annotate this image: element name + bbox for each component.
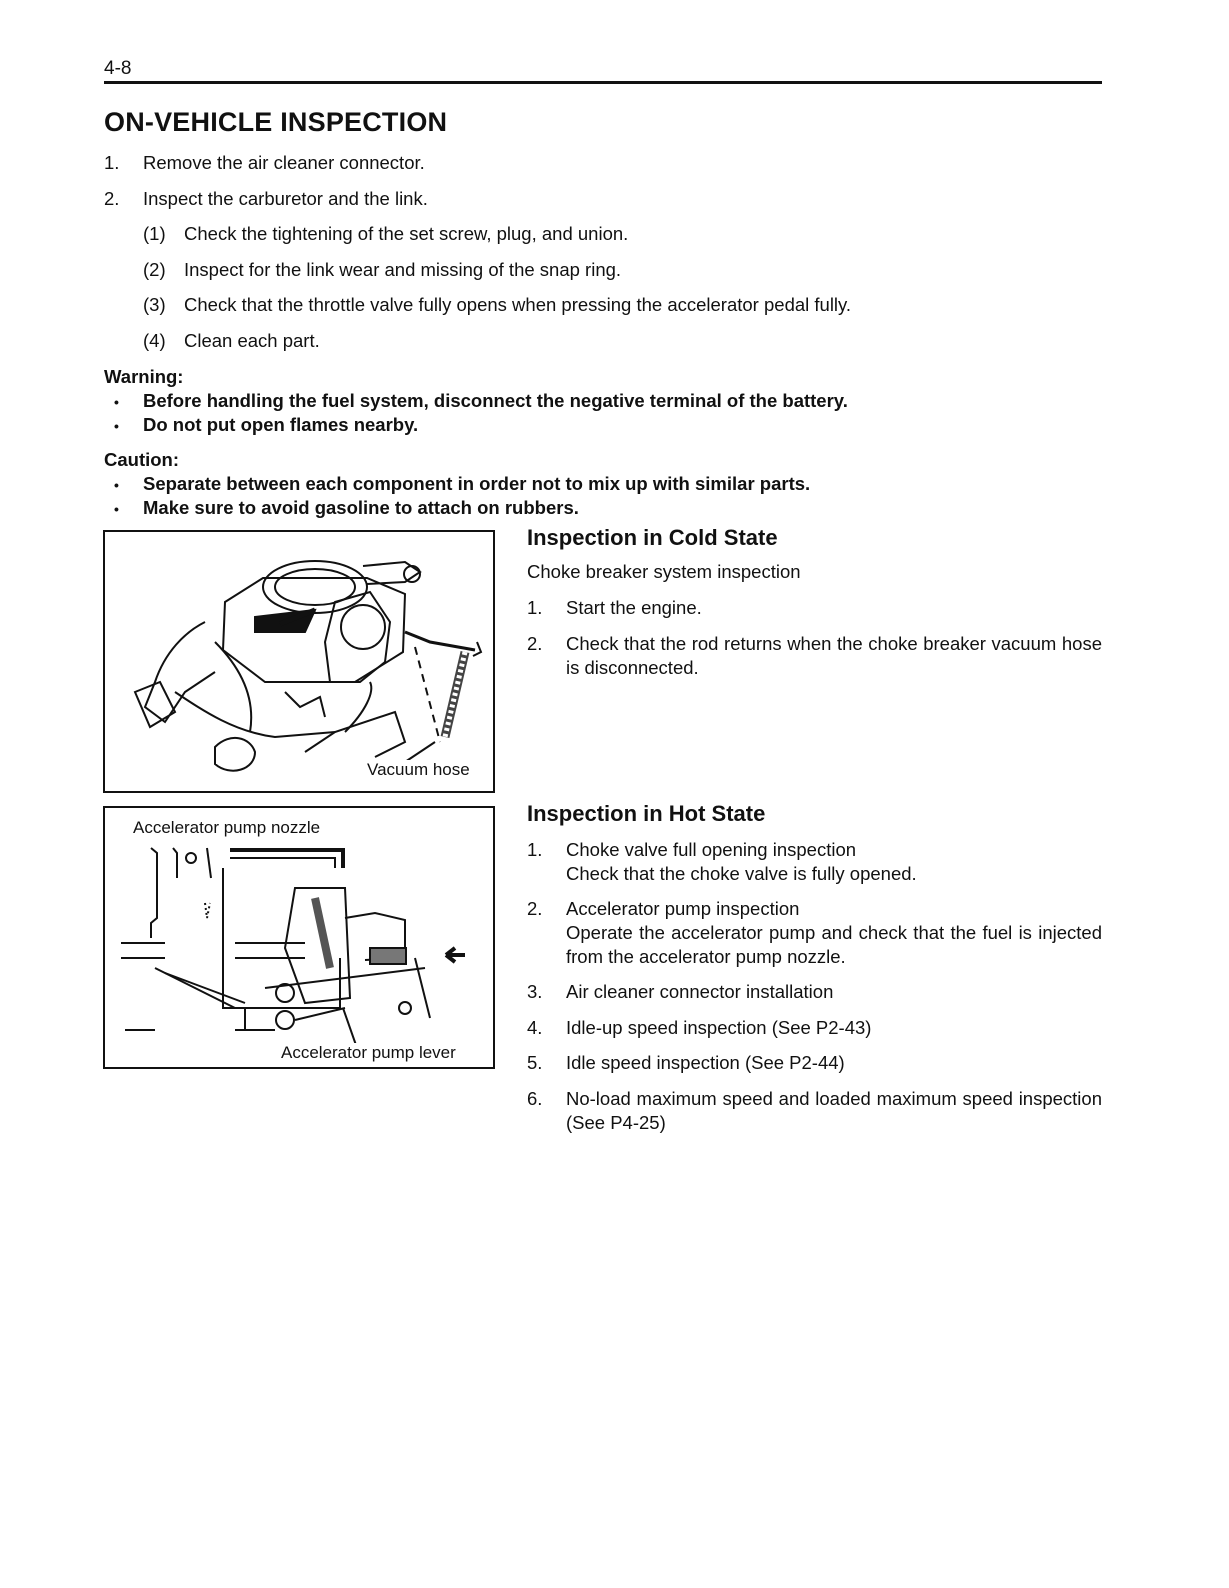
substep-number: (3) — [143, 294, 166, 315]
caution-label: Caution: — [104, 449, 180, 470]
page-number: 4-8 — [104, 58, 132, 79]
carburetor-figure — [103, 530, 495, 793]
bullet-icon: • — [114, 394, 119, 410]
hot-state-item — [527, 838, 1102, 886]
step-number: 2. — [104, 187, 120, 209]
item-title: Idle-up speed inspection (See P2-43) — [566, 1017, 872, 1038]
item-number: 2. — [527, 898, 543, 919]
item-number: 5. — [527, 1052, 543, 1073]
substep-number: (4) — [143, 329, 166, 351]
substep-text: Check the tightening of the set screw, plug, and union. — [184, 223, 629, 244]
substep-text: Inspect for the link wear and missing of the snap ring. — [184, 258, 622, 280]
warning-text: Before handling the fuel system, disconnect the negative terminal of the battery. — [143, 390, 848, 411]
item-number: 3. — [527, 981, 543, 1002]
hot-state-heading: Inspection in Hot State — [527, 801, 766, 826]
substep-item — [104, 259, 1104, 295]
bullet-icon: • — [114, 418, 119, 434]
item-title: Accelerator pump inspection — [566, 898, 800, 919]
caution-text: Separate between each component in order not to mix up with similar parts. — [143, 473, 811, 494]
warning-label: Warning: — [104, 366, 184, 387]
steps-list — [104, 152, 1104, 365]
accelerator-pump-figure — [103, 806, 495, 1069]
hot-state-item — [527, 897, 1102, 969]
item-number: 4. — [527, 1017, 543, 1038]
hot-state-item — [527, 1087, 1102, 1135]
accelerator-pump-nozzle-label: Accelerator pump nozzle — [133, 818, 321, 837]
item-title: Choke valve full opening inspection — [566, 839, 857, 860]
substep-item — [104, 330, 1104, 366]
bullet-icon: • — [114, 477, 119, 493]
item-title: Air cleaner connector installation — [566, 981, 834, 1002]
cold-state-item — [527, 632, 1102, 680]
substep-number: (1) — [143, 223, 166, 244]
item-text: Operate the accelerator pump and check that the fuel is injected from the accelerator pump nozzle. — [566, 922, 1102, 967]
substep-item — [104, 223, 1104, 259]
step-text: Remove the air cleaner connector. — [143, 152, 425, 173]
accelerator-pump-illustration — [105, 808, 493, 1067]
substep-number: (2) — [143, 258, 166, 280]
warning-text: Do not put open flames nearby. — [143, 414, 419, 435]
item-text: Start the engine. — [566, 597, 702, 618]
item-number: 1. — [527, 597, 543, 618]
substep-item — [104, 294, 1104, 330]
substep-text: Check that the throttle valve fully opens when pressing the accelerator pedal fully. — [184, 294, 852, 315]
cold-state-section — [527, 525, 1102, 685]
hot-state-item — [527, 1051, 1102, 1075]
hot-state-item — [527, 980, 1102, 1004]
vacuum-hose-label: Vacuum hose — [367, 760, 470, 779]
section-title: ON-VEHICLE INSPECTION — [104, 107, 448, 137]
step-item — [104, 152, 1104, 188]
step-text: Inspect the carburetor and the link. — [143, 187, 428, 209]
caution-text: Make sure to avoid gasoline to attach on rubbers. — [143, 497, 579, 518]
bullet-icon: • — [114, 501, 119, 517]
item-number: 6. — [527, 1088, 543, 1109]
substep-text: Clean each part. — [184, 329, 320, 351]
item-number: 2. — [527, 633, 543, 654]
step-number: 1. — [104, 152, 120, 173]
item-text: Check that the choke valve is fully opened. — [566, 863, 917, 884]
item-title: Idle speed inspection (See P2-44) — [566, 1052, 845, 1073]
cold-state-intro: Choke breaker system inspection — [527, 561, 801, 582]
header-rule — [104, 81, 1102, 84]
item-title: No-load maximum speed and loaded maximum speed inspection (See P4-25) — [566, 1088, 1102, 1133]
hot-state-section — [527, 801, 1102, 1141]
carburetor-illustration — [105, 532, 493, 791]
item-number: 1. — [527, 839, 543, 860]
item-text: Check that the rod returns when the choke breaker vacuum hose is disconnected. — [566, 633, 1102, 678]
cold-state-item — [527, 596, 1102, 620]
cold-state-heading: Inspection in Cold State — [527, 525, 778, 550]
accelerator-pump-lever-label: Accelerator pump lever — [281, 1043, 456, 1062]
hot-state-item — [527, 1016, 1102, 1040]
step-item — [104, 188, 1104, 224]
